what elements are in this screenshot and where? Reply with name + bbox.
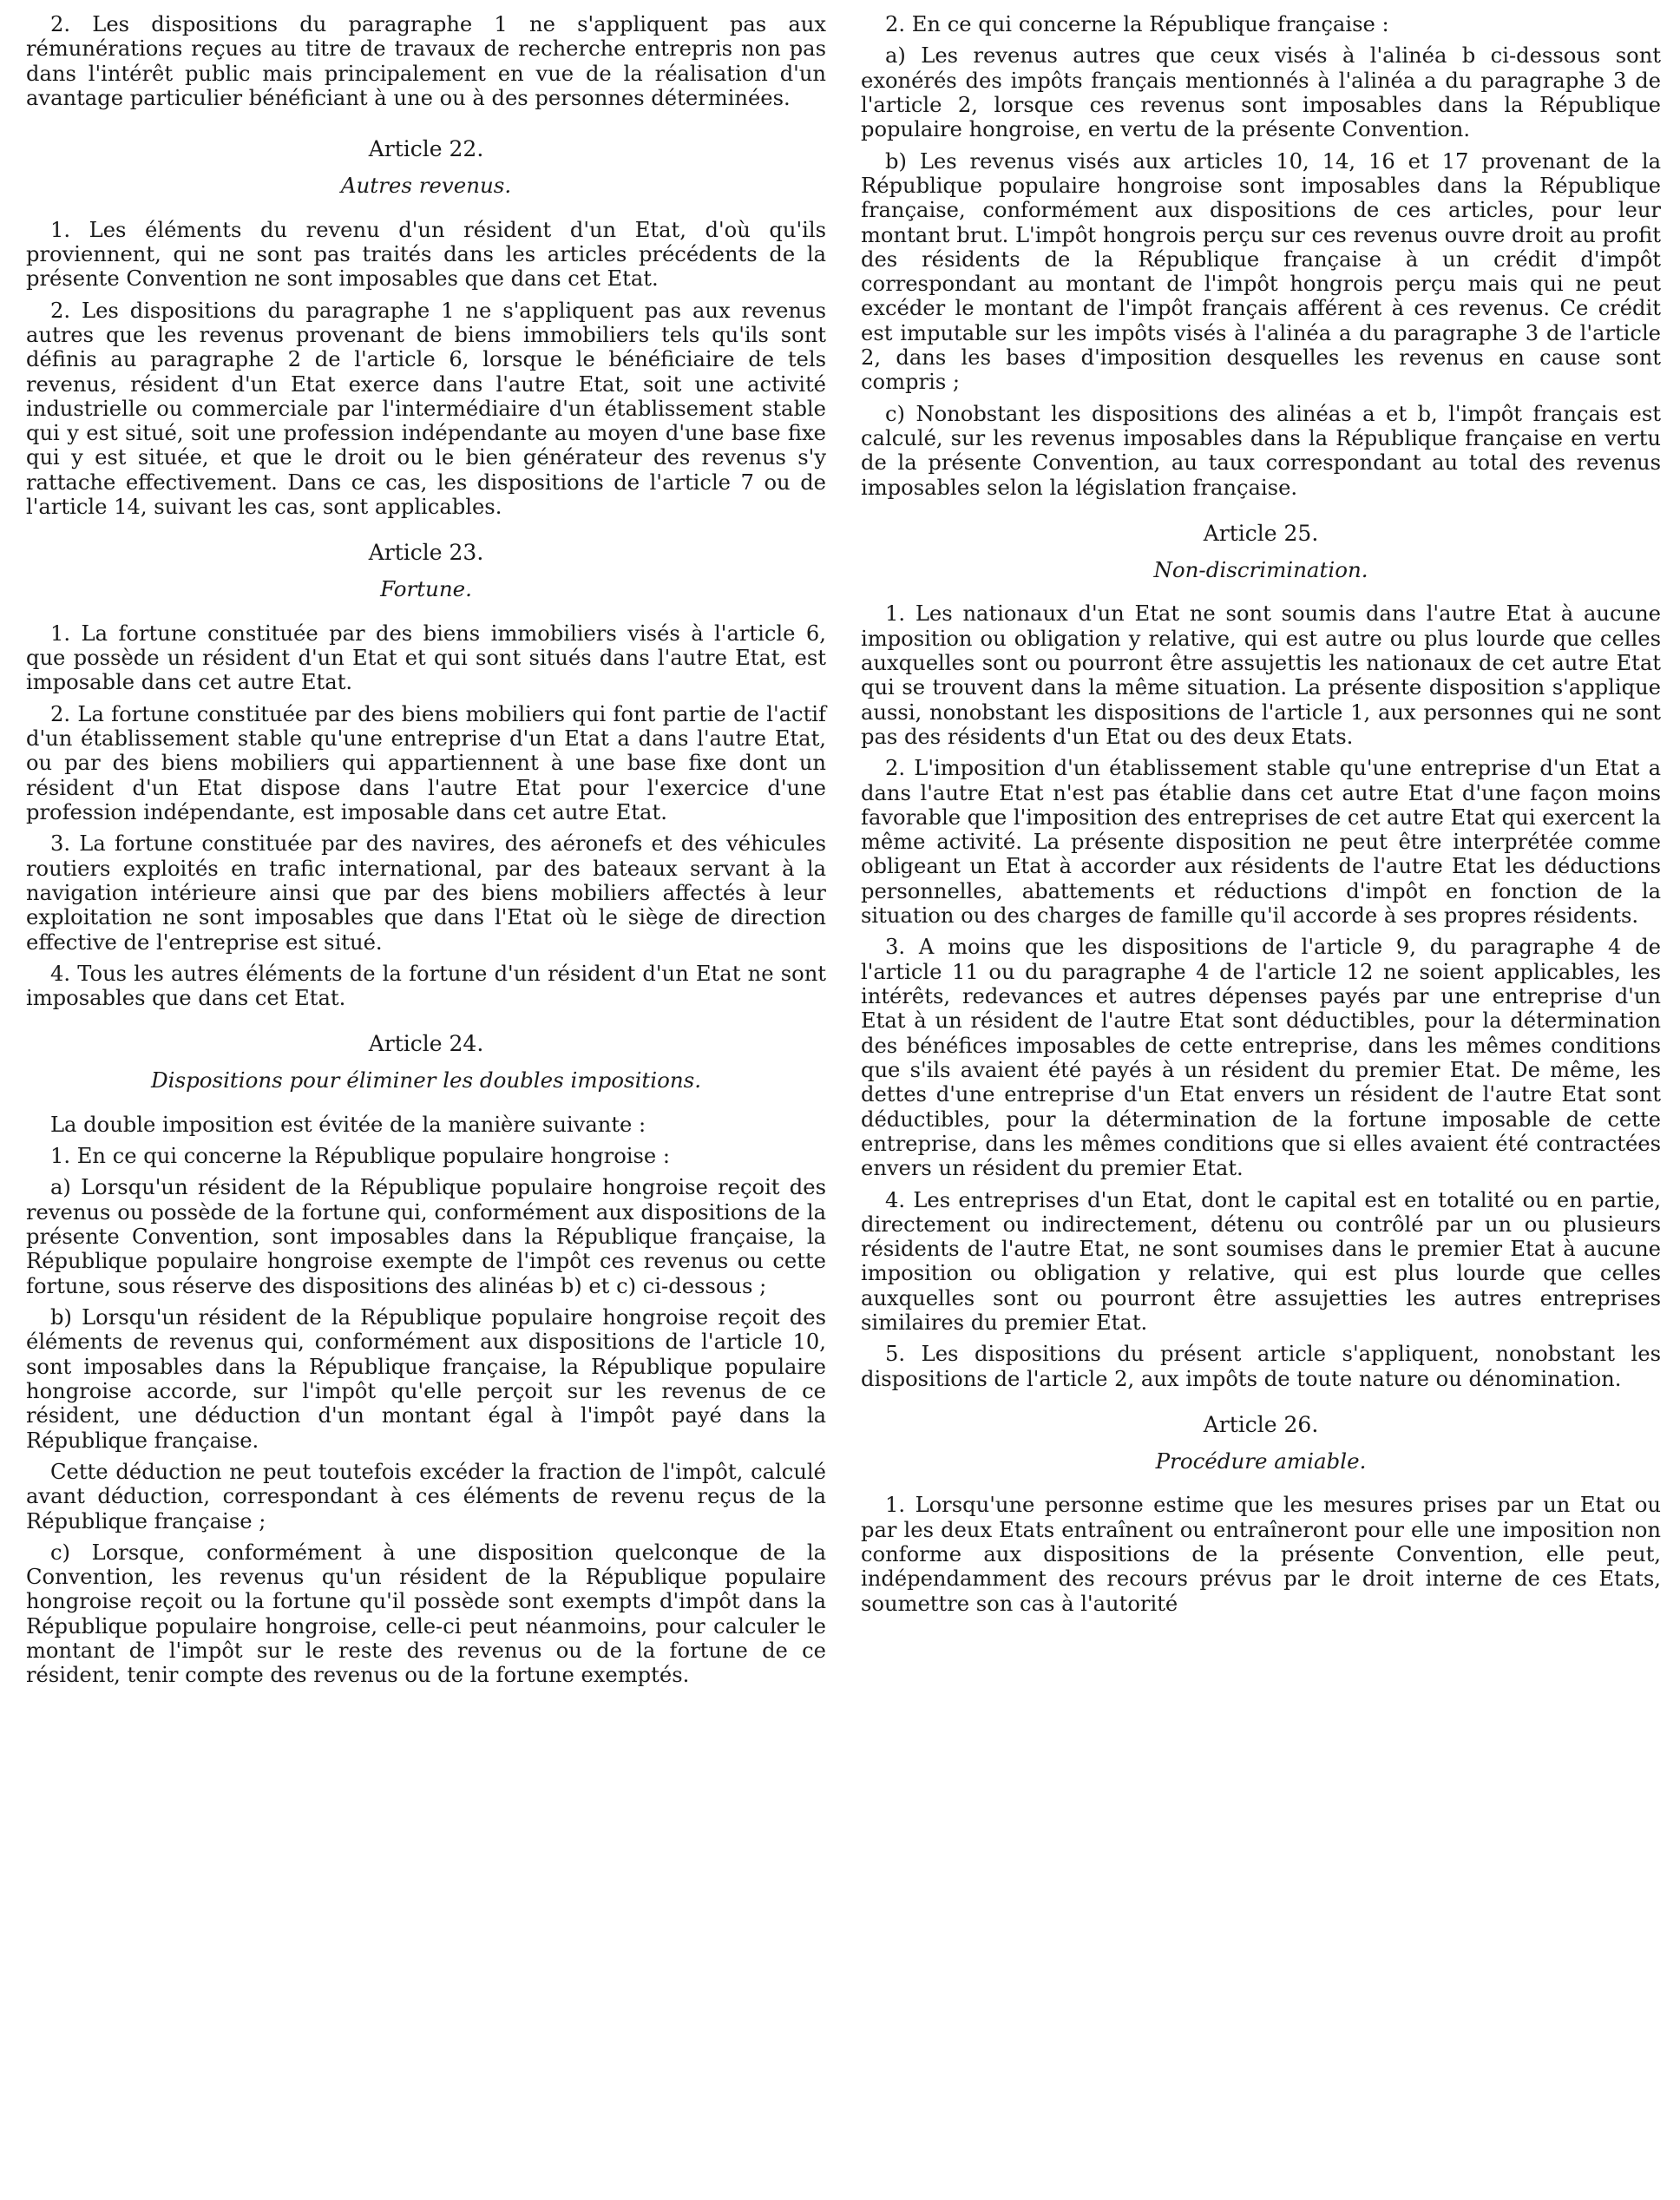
paragraph: 4. Les entreprises d'un Etat, dont le capital est en totalité ou en partie, directement ou indirectement, détenu ou contrôlé par un ou plusieurs résidents de l'autre Etat, ne sont soumises dans le premier Etat à aucune imposition ou obligation y relative, qui est plus lourde que celles auxquelles sont ou pourront être assujetties les autres entreprises similaires du premier Etat. [861, 1187, 1661, 1336]
paragraph: Cette déduction ne peut toutefois excéder la fraction de l'impôt, calculé avant déduction, correspondant à ces éléments de revenu reçus de la République française ; [26, 1459, 826, 1533]
right-column [861, 12, 1661, 2200]
paragraph: 2. La fortune constituée par des biens mobiliers qui font partie de l'actif d'un établissement stable qu'une entreprise d'un Etat a dans l'autre Etat, ou par des biens mobiliers qui appartiennent à une base fixe dont un résident d'un Etat dispose dans l'autre Etat pour l'exercice d'une profession indépendante, est imposable dans cet autre Etat. [26, 701, 826, 824]
paragraph: a) Lorsqu'un résident de la République populaire hongroise reçoit des revenus ou possède de la fortune qui, conformément aux dispositions de la présente Convention, sont imposables dans la République française, la République populaire hongroise exempte de l'impôt ces revenus ou cette fortune, sous réserve des dispositions des alinéas b) et c) ci-dessous ; [26, 1175, 826, 1298]
article-heading: Article 22. [368, 136, 484, 162]
paragraph: c) Nonobstant les dispositions des alinéas a et b, l'impôt français est calculé, sur les revenus imposables dans la République française en vertu de la présente Convention, au taux correspondant au total des revenus imposables selon la législation française. [861, 401, 1661, 500]
paragraph: b) Les revenus visés aux articles 10, 14, 16 et 17 provenant de la République populaire hongroise sont imposables dans la République française, conformément aux dispositions de ces articles, pour leur montant brut. L'impôt hongrois perçu sur ces revenus ouvre droit au profit des résidents de la République française à un crédit d'impôt correspondant au montant de l'impôt hongrois perçu mais qui ne peut excéder le montant de l'impôt français afférent à ces revenus. Ce crédit est imputable sur les impôts visés à l'alinéa a du paragraphe 3 de l'article 2, dans les bases d'imposition desquelles les revenus en cause sont compris ; [861, 148, 1661, 395]
article-subheading: Procédure amiable. [1155, 1448, 1367, 1474]
paragraph: 1. Les nationaux d'un Etat ne sont soumis dans l'autre Etat à aucune imposition ou obligation y relative, qui est autre ou plus lourde que celles auxquelles sont ou pourront être assujettis les nationaux de cet autre Etat qui se trouvent dans la même situation. La présente disposition s'applique aussi, nonobstant les dispositions de l'article 1, aux personnes qui ne sont pas des résidents d'un Etat ou des deux Etats. [861, 601, 1661, 749]
paragraph: 2. L'imposition d'un établissement stable qu'une entreprise d'un Etat a dans l'autre Etat n'est pas établie dans cet autre Etat d'une façon moins favorable que l'imposition des entreprises de cet autre Etat qui exercent la même activité. La présente disposition ne peut être interprétée comme obligeant un Etat à accorder aux résidents de l'autre Etat les déductions personnelles, abattements et réductions d'impôt en fonction de la situation ou des charges de famille qu'il accorde à ses propres résidents. [861, 756, 1661, 929]
paragraph: 2. Les dispositions du paragraphe 1 ne s'appliquent pas aux rémunérations reçues au titre de travaux de recherche entrepris non pas dans l'intérêt public mais principalement en vue de la réalisation d'un avantage particulier bénéficiant à une ou à des personnes déterminées. [26, 12, 826, 110]
article-subheading: Non-discrimination. [1153, 556, 1368, 582]
article-heading: Article 23. [368, 540, 484, 566]
paragraph: La double imposition est évitée de la manière suivante : [50, 1112, 646, 1137]
paragraph: 2. Les dispositions du paragraphe 1 ne s'appliquent pas aux revenus autres que les revenus provenant de biens immobiliers tels qu'ils sont définis au paragraphe 2 de l'article 6, lorsque le bénéficiaire de tels revenus, résident d'un Etat exerce dans l'autre Etat, soit une activité industrielle ou commerciale par l'intermédiaire d'un établissement stable qui y est situé, soit une profession indépendante au moyen d'une base fixe qui y est située, et que le droit ou le bien générateur des revenus s'y rattache effectivement. Dans ce cas, les dispositions de l'article 7 ou de l'article 14, suivant les cas, sont applicables. [26, 298, 826, 520]
paragraph: 1. La fortune constituée par des biens immobiliers visés à l'article 6, que possède un résident d'un Etat et qui sont situés dans l'autre Etat, est imposable dans cet autre Etat. [26, 621, 826, 695]
paragraph: 4. Tous les autres éléments de la fortune d'un résident d'un Etat ne sont imposables que dans cet Etat. [26, 961, 826, 1011]
paragraph: 3. La fortune constituée par des navires, des aéronefs et des véhicules routiers exploités en trafic international, par des bateaux servant à la navigation intérieure ainsi que par des biens mobiliers affectés à leur exploitation ne sont imposables que dans l'Etat où le siège de direction effective de l'entreprise est situé. [26, 831, 826, 955]
article-heading: Article 26. [1203, 1412, 1319, 1438]
paragraph: 1. Les éléments du revenu d'un résident d'un Etat, d'où qu'ils proviennent, qui ne sont pas traités dans les articles précédents de la présente Convention ne sont imposables que dans cet Etat. [26, 217, 826, 292]
paragraph: 1. Lorsqu'une personne estime que les mesures prises par un Etat ou par les deux Etats entraînent ou entraîneront pour elle une imposition non conforme aux dispositions de la présente Convention, elle peut, indépendamment des recours prévus par le droit interne de ces Etats, soumettre son cas à l'autorité [861, 1493, 1661, 1616]
paragraph: 3. A moins que les dispositions de l'article 9, du paragraphe 4 de l'article 11 ou du paragraphe 4 de l'article 12 ne soient applicables, les intérêts, redevances et autres dépenses payés par une entreprise d'un Etat à un résident de l'autre Etat sont déductibles, pour la détermination des bénéfices imposables de cette entreprise, dans les mêmes conditions que s'ils avaient été payés à un résident du premier Etat. De même, les dettes d'une entreprise d'un Etat envers un résident de l'autre Etat sont déductibles, pour la détermination de la fortune imposable de cette entreprise, dans les mêmes conditions que si elles avaient été contractées envers un résident du premier Etat. [861, 935, 1661, 1181]
article-subheading: Autres revenus. [340, 173, 512, 199]
paragraph: 1. En ce qui concerne la République populaire hongroise : [50, 1144, 671, 1169]
left-column [26, 12, 826, 2200]
paragraph: b) Lorsqu'un résident de la République populaire hongroise reçoit des éléments de revenus qui, conformément aux dispositions de l'article 10, sont imposables dans la République française, la République populaire hongroise accorde, sur l'impôt qu'elle perçoit sur les revenus de ce résident, une déduction d'un montant égal à l'impôt payé dans la République française. [26, 1305, 826, 1453]
article-subheading: Fortune. [380, 576, 472, 602]
paragraph: a) Les revenus autres que ceux visés à l'alinéa b ci-dessous sont exonérés des impôts français mentionnés à l'alinéa a du paragraphe 3 de l'article 2, lorsque ces revenus sont imposables dans la République populaire hongroise, en vertu de la présente Convention. [861, 43, 1661, 142]
paragraph: 5. Les dispositions du présent article s'appliquent, nonobstant les dispositions de l'article 2, aux impôts de toute nature ou dénomination. [861, 1342, 1661, 1391]
article-subheading: Dispositions pour éliminer les doubles impositions. [151, 1067, 701, 1093]
paragraph: 2. En ce qui concerne la République française : [885, 12, 1389, 36]
paragraph: c) Lorsque, conformément à une disposition quelconque de la Convention, les revenus qu'un résident de la République populaire hongroise reçoit ou la fortune qu'il possède sont exempts d'impôt dans la République populaire hongroise, celle-ci peut néanmoins, pour calculer le montant de l'impôt sur le reste des revenus ou de la fortune de ce résident, tenir compte des revenus ou de la fortune exemptés. [26, 1540, 826, 1688]
article-heading: Article 24. [368, 1031, 484, 1057]
article-heading: Article 25. [1203, 520, 1319, 546]
